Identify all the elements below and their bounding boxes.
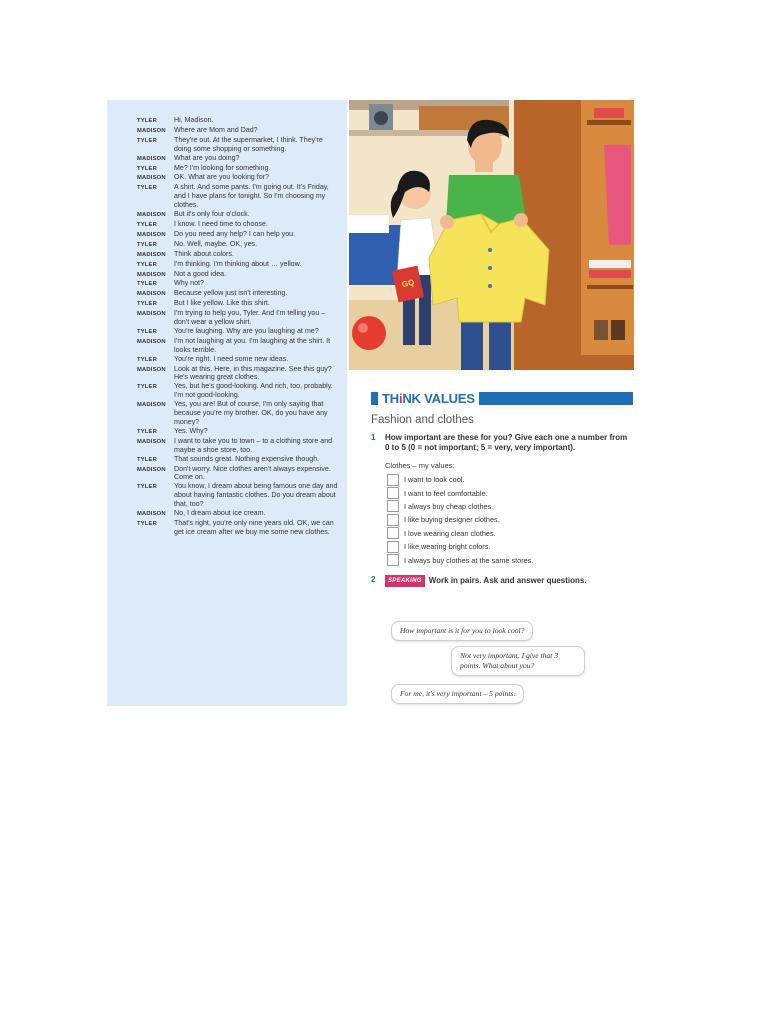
dialogue-panel	[107, 100, 347, 706]
dialogue-line	[137, 240, 342, 250]
dialogue-line	[137, 230, 342, 240]
speaker-name: TYLER	[137, 261, 158, 268]
dialogue-line	[137, 154, 342, 164]
question-1	[371, 433, 633, 453]
speaker-name: MADISON	[137, 271, 166, 278]
dialogue-line	[137, 126, 342, 136]
question-2-text: Work in pairs. Ask and answer questions.	[428, 575, 587, 585]
dialogue-line	[137, 289, 342, 299]
values-checklist	[371, 473, 633, 567]
value-rating-box[interactable]	[387, 514, 399, 526]
speech-text: No, I dream about ice cream.	[174, 509, 266, 518]
dialogue-line	[137, 136, 342, 154]
value-item-label: I love wearing clean clothes.	[404, 528, 496, 538]
speaker-name: TYLER	[137, 428, 158, 435]
question-1-number: 1	[371, 433, 376, 442]
speaker-name: TYLER	[137, 221, 158, 228]
clothes-values-label: Clothes – my values:	[385, 461, 455, 470]
speaker-name: MADISON	[137, 231, 166, 238]
section-subtitle: Fashion and clothes	[371, 414, 474, 426]
speaker-name: MADISON	[137, 175, 166, 182]
speaker-name: TYLER	[137, 384, 158, 391]
dialogue-line	[137, 116, 342, 126]
value-rating-box[interactable]	[387, 527, 399, 539]
value-item	[387, 527, 633, 540]
think-values-title	[382, 391, 475, 406]
speech-bubble-3: For me, it's very important – 5 points.	[391, 684, 524, 704]
speech-text: That sounds great. Nothing expensive though.	[174, 454, 320, 463]
speech-text: They're out. At the supermarket, I think. They're doing some shopping or something.	[174, 135, 323, 153]
dialogue-line	[137, 309, 342, 327]
value-rating-box[interactable]	[387, 500, 399, 512]
think-values-section	[371, 390, 633, 587]
speech-text: Yes. Why?	[174, 426, 208, 435]
speech-text: Think about colors.	[174, 249, 234, 258]
dialogue-line	[137, 400, 342, 427]
speech-text: What are you doing?	[174, 153, 240, 162]
speaker-name: TYLER	[137, 328, 158, 335]
speaker-name: TYLER	[137, 520, 158, 527]
speaker-name: MADISON	[137, 127, 166, 134]
speech-text: Where are Mom and Dad?	[174, 125, 258, 134]
speaking-badge: SPEAKING	[385, 575, 425, 587]
speaker-name: TYLER	[137, 356, 158, 363]
think-values-header	[371, 390, 633, 406]
speech-text: Because yellow just isn't interesting.	[174, 289, 288, 298]
speech-text: You're right. I need some new ideas.	[174, 354, 289, 363]
dialogue-line	[137, 437, 342, 455]
dialogue-line	[137, 250, 342, 260]
speaker-name: MADISON	[137, 212, 166, 219]
value-item-label: I want to look cool.	[404, 475, 465, 485]
dialogue-line	[137, 164, 342, 174]
value-item	[387, 553, 633, 566]
question-1-text: How important are these for you? Give each one a number from 0 to 5 (0 = not important; 5 = very, very important).	[385, 433, 628, 452]
header-text-i: i	[398, 390, 403, 406]
dialogue-line	[137, 327, 342, 337]
value-item-label: I like wearing bright colors.	[404, 542, 491, 552]
speaker-name: TYLER	[137, 456, 158, 463]
speaker-name: TYLER	[137, 165, 158, 172]
textbook-page	[107, 100, 634, 706]
value-item	[387, 540, 633, 553]
speech-text: No. Well, maybe. OK, yes.	[174, 239, 258, 248]
speaker-name: MADISON	[137, 366, 166, 373]
speech-text: Look at this. Here, in this magazine. See this guy? He's wearing great clothes.	[174, 364, 332, 382]
speech-text: Do you need any help? I can help you.	[174, 229, 296, 238]
dialogue-line	[137, 279, 342, 289]
speaker-name: TYLER	[137, 281, 158, 288]
speaker-name: TYLER	[137, 137, 158, 144]
speech-text: You know, I dream about being famous one day and about having fantastic clothes. Do you dream about that, too?	[174, 482, 338, 509]
header-bar-right	[479, 392, 633, 405]
speech-text: Hi, Madison.	[174, 116, 214, 124]
speech-bubble-2: Not very important. I give that 3 points. What about you?	[451, 646, 585, 676]
speaker-name: MADISON	[137, 155, 166, 162]
dialogue-line	[137, 337, 342, 355]
value-item	[387, 473, 633, 486]
speech-text: You're laughing. Why are you laughing at me?	[174, 326, 319, 335]
speech-bubble-1: How important is it for you to look cool?	[391, 621, 533, 641]
value-item-label: I want to feel comfortable.	[404, 488, 488, 498]
speaker-name: MADISON	[137, 291, 166, 298]
speech-text: I'm not laughing at you. I'm laughing at the shirt. It looks terrible.	[174, 336, 331, 354]
header-bar-left	[371, 392, 378, 405]
speaker-name: TYLER	[137, 118, 158, 124]
speech-text: But I like yellow. Like this shirt.	[174, 299, 270, 308]
dialogue-line	[137, 299, 342, 309]
value-rating-box[interactable]	[387, 554, 399, 566]
speaker-name: MADISON	[137, 251, 166, 258]
dialogue-line	[137, 382, 342, 400]
dialogue-line	[137, 427, 342, 437]
speech-text: Yes, but he's good-looking. And rich, too, probably. I'm not good-looking.	[174, 382, 333, 400]
speech-text: Not a good idea.	[174, 269, 227, 278]
speech-text: A shirt. And some pants. I'm going out. It's Friday, and I have plans for tonight. So I'm choosing my clothes.	[174, 183, 329, 210]
speech-text: Don't worry. Nice clothes aren't always expensive. Come on.	[174, 464, 331, 482]
question-2	[371, 575, 633, 587]
speech-text: I want to take you to town – to a clothing store and maybe a shoe store, too.	[174, 436, 333, 454]
dialogue-line	[137, 355, 342, 365]
question-2-number: 2	[371, 574, 376, 584]
dialogue-line	[137, 465, 342, 483]
value-item-label: I always buy clothes at the same stores.	[404, 555, 534, 565]
dialogue-line	[137, 482, 342, 509]
magazine-label: GQ	[401, 277, 416, 290]
header-text-1: TH	[382, 390, 399, 406]
value-item	[387, 513, 633, 526]
value-item-label: I like buying designer clothes.	[404, 515, 500, 525]
value-rating-box[interactable]	[387, 541, 399, 553]
value-rating-box[interactable]	[387, 474, 399, 486]
speech-text: But it's only four o'clock.	[174, 210, 250, 219]
dialogue-line	[137, 183, 342, 210]
value-item	[387, 500, 633, 513]
speaker-name: TYLER	[137, 301, 158, 308]
dialogue-line	[137, 220, 342, 230]
speech-text: I'm thinking. I'm thinking about … yellow.	[174, 259, 302, 268]
header-text-2: NK VALUES	[402, 390, 475, 406]
dialogue-line	[137, 260, 342, 270]
speaker-name: MADISON	[137, 311, 166, 318]
dialogue-list	[137, 116, 342, 537]
dialogue-line	[137, 365, 342, 383]
dialogue-line	[137, 519, 342, 537]
value-item	[387, 486, 633, 499]
speaker-name: MADISON	[137, 438, 166, 445]
illustration	[349, 100, 634, 370]
speech-text: Yes, you are! But of course, I'm only saying that because you're my brother. OK, do you have any money?	[174, 400, 328, 426]
speech-text: That's right, you're only nine years old. OK, we can get ice cream after we buy me some new clothes.	[174, 518, 334, 536]
speech-text: I'm trying to help you, Tyler. And I'm telling you – don't wear a yellow shirt.	[174, 309, 326, 327]
speaker-name: TYLER	[137, 241, 158, 248]
dialogue-line	[137, 210, 342, 220]
speaker-name: TYLER	[137, 185, 158, 192]
speech-text: OK. What are you looking for?	[174, 173, 270, 182]
dialogue-line	[137, 509, 342, 519]
speaker-name: TYLER	[137, 484, 158, 491]
speaker-name: MADISON	[137, 338, 166, 345]
dialogue-line	[137, 270, 342, 280]
speaker-name: MADISON	[137, 466, 166, 473]
speaker-name: MADISON	[137, 511, 166, 518]
speech-text: Me? I'm looking for something.	[174, 163, 271, 172]
dialogue-line	[137, 173, 342, 183]
speaker-name: MADISON	[137, 402, 166, 409]
speech-text: I know. I need time to choose.	[174, 219, 268, 228]
value-rating-box[interactable]	[387, 487, 399, 499]
value-item-label: I always buy cheap clothes.	[404, 501, 494, 511]
speech-text: Why not?	[174, 279, 204, 288]
dialogue-line	[137, 455, 342, 465]
